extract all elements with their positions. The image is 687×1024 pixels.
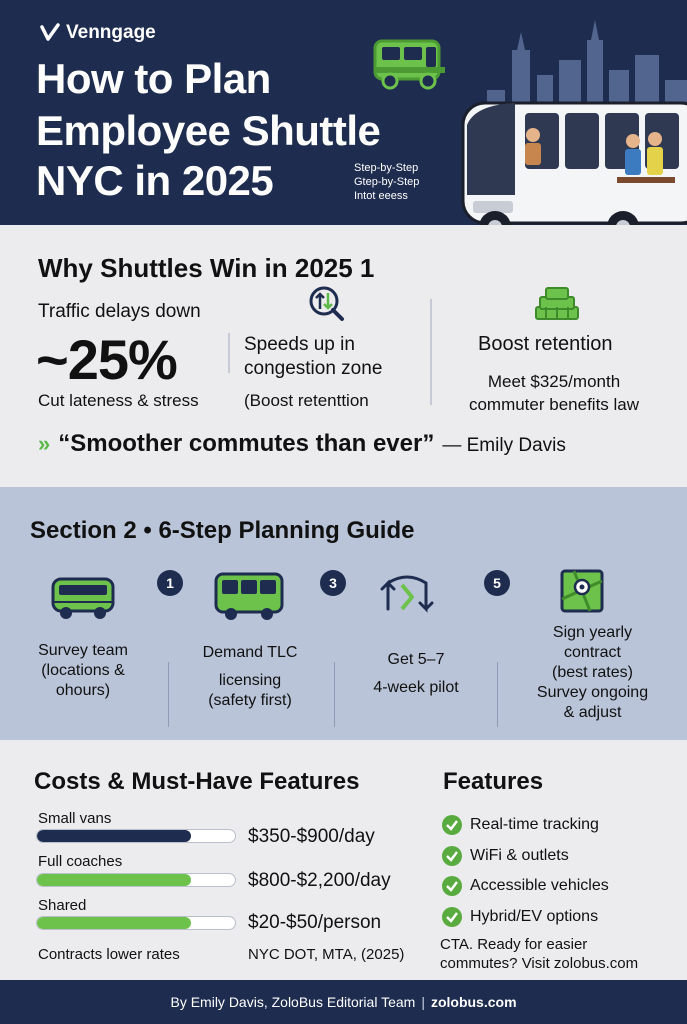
green-check-icon xyxy=(442,846,462,866)
cost-bar-full-coaches xyxy=(36,873,236,887)
title-line-1: How to Plan xyxy=(36,55,271,102)
feature-item: WiFi & outlets xyxy=(442,846,569,866)
costs-heading: Costs & Must-Have Features xyxy=(34,768,360,795)
map-pin-icon xyxy=(560,569,604,613)
planning-guide-section xyxy=(0,487,687,740)
green-money-stack-icon xyxy=(532,283,582,323)
why-heading: Why Shuttles Win in 2025 1 xyxy=(38,253,375,283)
subtitle-line-3: Intot eeess xyxy=(354,190,408,202)
green-shuttle-van-icon xyxy=(372,35,450,93)
step-divider xyxy=(497,662,498,727)
speed-arrows-magnifier-icon xyxy=(306,283,346,323)
features-heading: Features xyxy=(443,768,544,795)
route-arrows-icon xyxy=(380,569,434,623)
minibus-icon xyxy=(213,571,285,623)
step-pilot: Get 5–7 4-week pilot xyxy=(373,651,459,696)
footer-byline: By Emily Davis, ZoloBus Editorial Team xyxy=(170,994,416,1010)
step-badge-1: 1 xyxy=(157,570,183,596)
title-line-3: NYC in 2025 xyxy=(36,157,274,204)
cost-value-small-vans: $350-$900/day xyxy=(248,826,375,847)
speeds-up-text: Speeds up in congestion zone xyxy=(244,334,383,379)
shuttle-bus-icon xyxy=(50,575,116,621)
step-badge-3: 3 xyxy=(320,570,346,596)
green-check-icon xyxy=(442,815,462,835)
subtitle-line-1: Step-by-Step xyxy=(354,162,419,174)
commuter-benefits-text: Meet $325/month commuter benefits law xyxy=(468,372,640,414)
feature-item: Hybrid/EV options xyxy=(442,907,598,927)
stat-caption: Cut lateness & stress xyxy=(38,391,199,410)
cost-label-shared: Shared xyxy=(38,897,87,914)
cost-value-shared: $20-$50/person xyxy=(248,912,382,933)
feature-item: Real-time tracking xyxy=(442,815,599,835)
testimonial-quote: “Smoother commutes than ever” xyxy=(58,430,435,457)
testimonial-author: — Emily Davis xyxy=(442,435,566,456)
venngage-logo-icon xyxy=(40,23,60,43)
cta-text: CTA. Ready for easier commutes? Visit zolobus.com xyxy=(440,936,639,972)
boost-retention-title: Boost retention xyxy=(478,333,613,355)
costs-features-section xyxy=(0,740,687,980)
cost-label-small-vans: Small vans xyxy=(38,810,112,827)
double-chevron-icon: » xyxy=(38,431,51,456)
step-divider xyxy=(168,662,169,727)
step-survey-team: Survey team (locations & ohours) xyxy=(38,642,128,699)
green-check-icon xyxy=(442,907,462,927)
footer-separator: | xyxy=(421,994,425,1010)
step-badge-5: 5 xyxy=(484,570,510,596)
why-shuttles-section xyxy=(0,225,687,487)
green-check-icon xyxy=(442,876,462,896)
column-divider xyxy=(228,333,230,373)
title-line-2: Employee Shuttle xyxy=(36,107,381,154)
cost-value-full-coaches: $800-$2,200/day xyxy=(248,870,391,891)
traffic-stat: ~25% xyxy=(36,328,177,391)
brand-logo xyxy=(40,22,156,44)
cost-bar-small-vans xyxy=(36,829,236,843)
traffic-label: Traffic delays down xyxy=(38,301,201,322)
cost-bar-shared xyxy=(36,916,236,930)
testimonial xyxy=(38,430,566,458)
column-divider xyxy=(430,299,432,405)
cost-label-full-coaches: Full coaches xyxy=(38,853,123,870)
step-sign-contract: Sign yearly contract (best rates) Survey ongoing & adjust xyxy=(536,624,649,721)
footer-bar xyxy=(0,980,687,1024)
step-tlc-licensing: Demand TLC licensing (safety first) xyxy=(202,644,298,709)
guide-heading: Section 2 • 6-Step Planning Guide xyxy=(30,517,415,544)
subtitle-line-2: Gtep-by-Step xyxy=(354,176,420,188)
speeds-caption: (Boost retenttion xyxy=(244,391,369,410)
footer-link[interactable]: zolobus.com xyxy=(430,994,517,1010)
source-citation: NYC DOT, MTA, (2025) xyxy=(248,946,405,963)
step-divider xyxy=(334,662,335,727)
feature-item: Accessible vehicles xyxy=(442,876,609,896)
contracts-note: Contracts lower rates xyxy=(38,946,180,963)
brand-name: Venngage xyxy=(66,22,156,43)
